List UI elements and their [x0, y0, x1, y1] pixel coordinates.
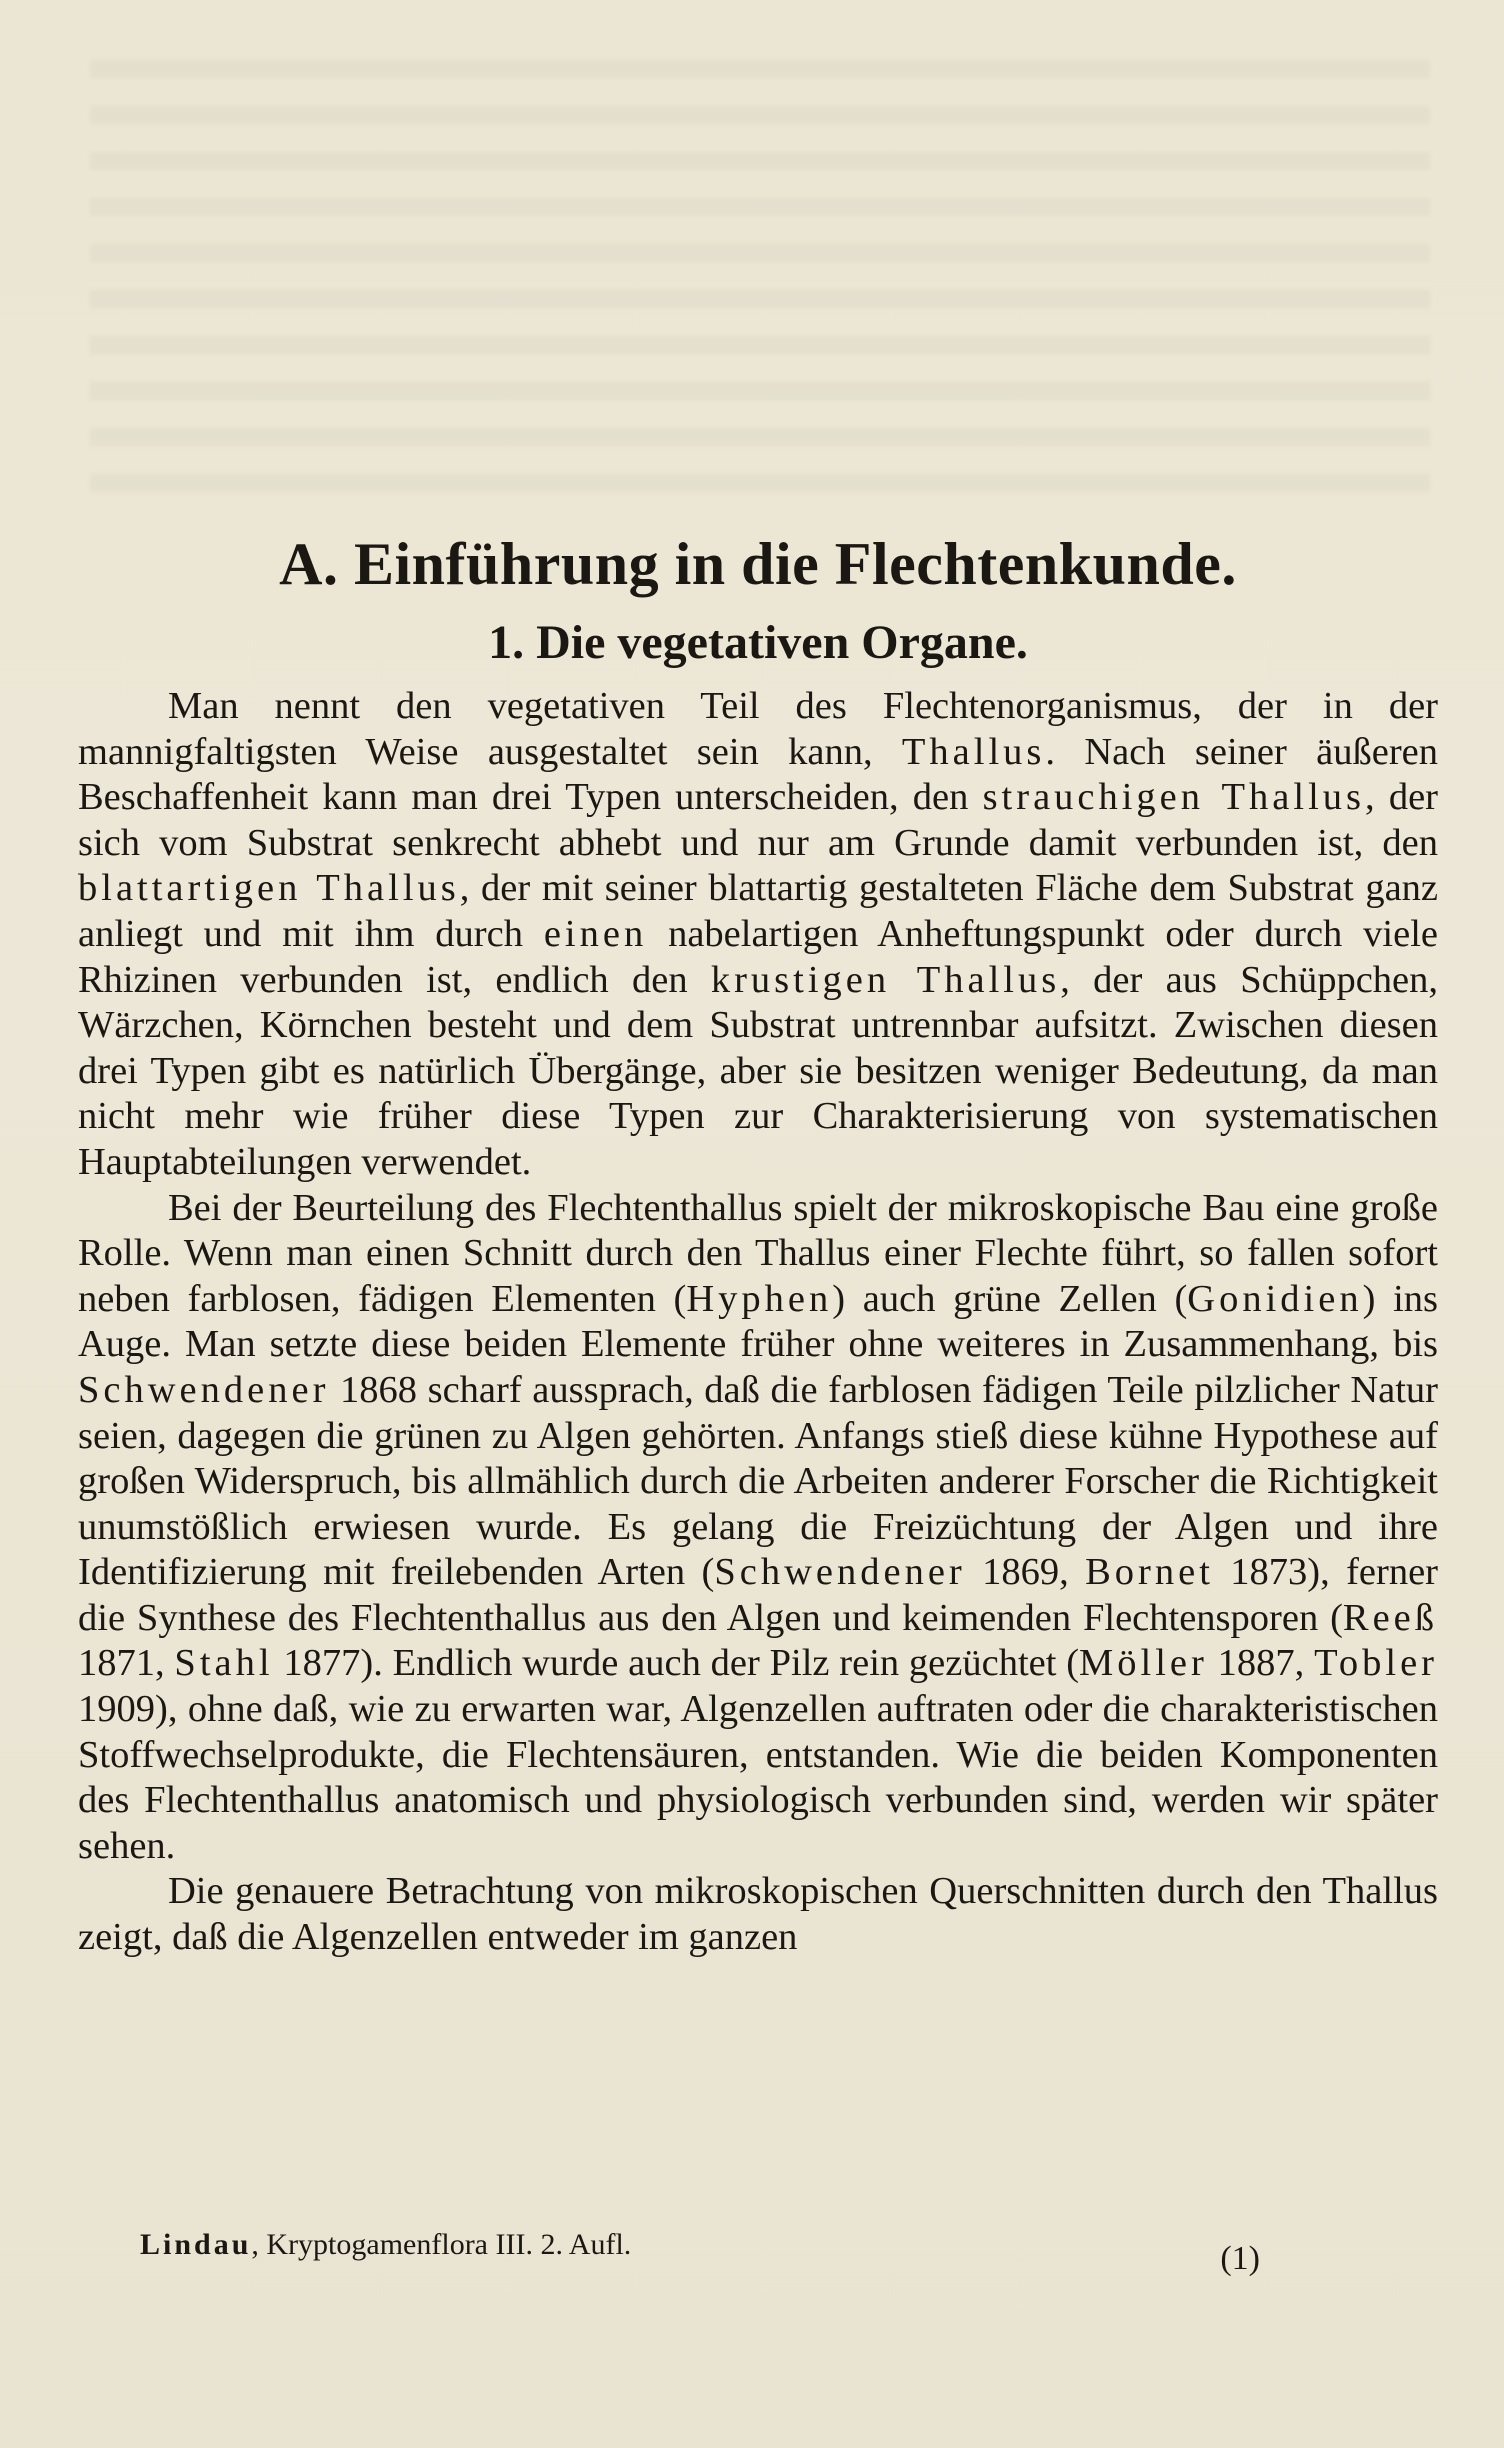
spaced-name: Tobler	[1314, 1642, 1438, 1685]
bleed-through-shadow	[90, 60, 1430, 520]
spaced-name: Stahl	[174, 1642, 274, 1685]
text-run: Man nennt den vegetativen Teil des Flechtenorganismus, der in der mannigfaltigsten Weise ausgestaltet sein kann,	[78, 685, 1438, 773]
text-run: nabelartigen Anheftungspunkt oder durch viele Rhizinen verbunden ist, endlich den	[78, 912, 1438, 1001]
page-content	[78, 528, 1438, 1961]
text-run: 1887,	[1207, 1642, 1315, 1685]
section-heading: A. Einführung in die Flechtenkunde.	[279, 531, 1237, 597]
text-run: Bei der Beurteilung des Flechtenthallus spielt der mikroskopische Bau eine große Rolle. Wenn man einen Schnitt durch den Thallus einer Flechte führt, so fallen sofort neben farblosen, fädigen Elementen (	[78, 1186, 1438, 1320]
text-run: 1877). Endlich wurde auch der Pilz rein gezüchtet (	[273, 1642, 1080, 1685]
text-run: 1871,	[78, 1642, 175, 1685]
text-run: 1873), ferner die Synthese des Flechtenthallus aus den Algen und keimenden Flechtensporen (	[78, 1551, 1438, 1639]
signature-mark: (1)	[1220, 2240, 1260, 2277]
spaced-name: Schwendener	[78, 1368, 330, 1411]
spaced-name: Reeß	[1342, 1596, 1438, 1639]
paragraph-microscopic-structure	[78, 1186, 1438, 1870]
chapter-heading: 1. Die vegetativen Organe.	[488, 616, 1028, 669]
text-run: Die genauere Betrachtung von mikroskopischen Querschnitten durch den Thallus zeigt, daß die Algenzellen entweder im ganzen	[78, 1870, 1438, 1959]
text-run: ) ins Auge. Man setzte diese beiden Elemente früher ohne weiteres in Zusammenhang, bis	[78, 1277, 1438, 1366]
footer-title: , Kryptogamenflora III. 2. Aufl.	[251, 2228, 632, 2261]
spaced-term: Gonidien	[1187, 1277, 1363, 1320]
spaced-term: krustigen Thallus	[710, 958, 1061, 1001]
spaced-term: Hyphen	[686, 1277, 833, 1320]
text-run: 1869,	[965, 1551, 1086, 1594]
spaced-name: Schwendener	[714, 1551, 966, 1594]
paragraph-thallus-types	[78, 684, 1438, 1186]
spaced-name: Bornet	[1085, 1551, 1214, 1594]
text-run: . Nach seiner äußeren Beschaffenheit kann man drei Typen unterscheiden, den	[78, 730, 1438, 819]
text-run: , der sich vom Substrat senkrecht abhebt und nur am Grunde damit verbunden ist, den	[78, 776, 1438, 864]
text-run: , der mit seiner blattartig gestalteten Fläche dem Substrat ganz anliegt und mit ihm durch	[78, 867, 1438, 955]
page-footer	[140, 2222, 1260, 2282]
text-run: 1868 scharf aussprach, daß die farblosen fädigen Teile pilzlicher Natur seien, dagegen die grünen zu Algen gehörten. Anfangs stieß diese kühne Hypothese auf großen Widerspruch, bis allmählich durch die Arbeiten anderer Forscher die Richtigkeit unumstößlich erwiesen wurde. Es gelang die Freizüchtung der Algen und ihre Identifizierung mit freilebenden Arten (	[78, 1368, 1438, 1594]
text-run: , der aus Schüppchen, Wärzchen, Körnchen besteht und dem Substrat untrennbar aufsitzt. Zwischen diesen drei Typen gibt es natürlich Übergänge, aber sie besitzen weniger Bedeutung, da man nicht mehr wie früher diese Typen zur Charakterisierung von systematischen Hauptabteilungen verwendet.	[78, 958, 1439, 1183]
spaced-term: einen	[543, 912, 648, 955]
text-run: ) auch grüne Zellen (	[832, 1277, 1188, 1320]
text-run: 1909), ohne daß, wie zu erwarten war, Algenzellen auftraten oder die charakteristischen Stoffwechselprodukte, die Flechtensäuren, entstanden. Wie die beiden Komponenten des Flechtenthallus anatomisch und physiologisch verbunden sind, werden wir später sehen.	[78, 1688, 1438, 1867]
spaced-term: strauchigen Thallus	[982, 776, 1366, 819]
spaced-name: Möller	[1079, 1642, 1208, 1685]
spaced-term: Thallus	[901, 730, 1046, 773]
footer-reference	[140, 2228, 631, 2262]
paragraph-cross-sections	[78, 1869, 1438, 1960]
footer-author: Lindau	[140, 2228, 252, 2261]
spaced-term: blattartigen Thallus	[78, 867, 460, 910]
